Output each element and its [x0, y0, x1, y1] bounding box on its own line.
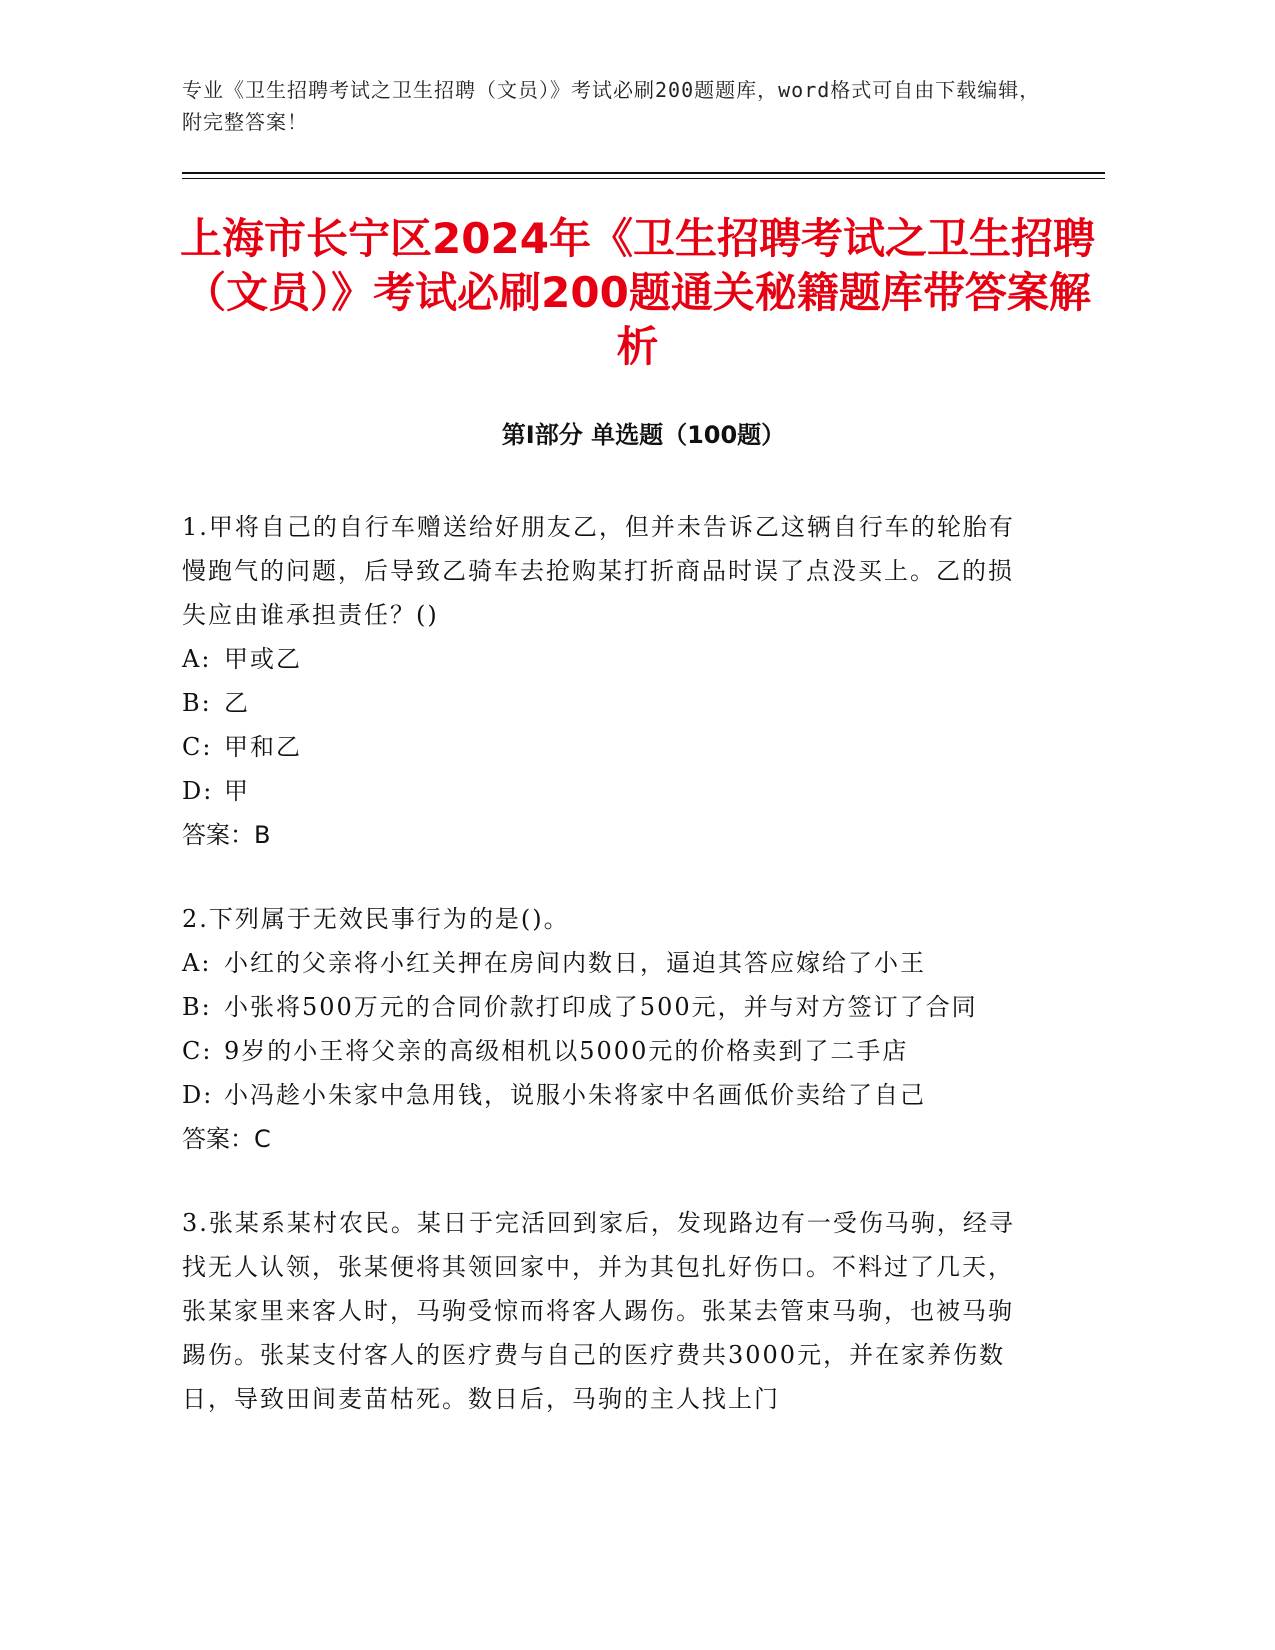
option-key: A:: [182, 949, 212, 977]
option-key: A:: [182, 645, 212, 673]
option-text: 小红的父亲将小红关押在房间内数日，逼迫其答应嫁给了小王: [224, 949, 926, 977]
option-a: [182, 941, 1032, 985]
option-d: [182, 769, 1032, 813]
option-text: 甲: [224, 777, 250, 805]
option-text: 小张将500万元的合同价款打印成了500元，并与对方签订了合同: [224, 993, 978, 1021]
option-key: B:: [182, 993, 212, 1021]
option-key: D:: [182, 1081, 214, 1109]
option-key: B:: [182, 689, 212, 717]
document-title: 上海市长宁区2024年《卫生招聘考试之卫生招聘（文员）》考试必刷200题通关秘籍题库带答案解析: [180, 214, 1095, 371]
option-text: 小冯趁小朱家中急用钱，说服小朱将家中名画低价卖给了自己: [224, 1081, 926, 1109]
question-list: [182, 505, 1032, 1461]
answer-line: 答案：B: [182, 821, 271, 849]
answer-line: 答案：C: [182, 1125, 271, 1153]
header-divider-thick: [182, 172, 1105, 174]
header-note: 专业《卫生招聘考试之卫生招聘（文员）》考试必刷200题题库，word格式可自由下载编辑，附完整答案！: [182, 78, 1041, 134]
option-text: 甲或乙: [224, 645, 302, 673]
question-3: [182, 1201, 1032, 1421]
question-1: [182, 505, 1032, 857]
question-text: 2.下列属于无效民事行为的是()。: [182, 905, 570, 933]
question-text: 3.张某系某村农民。某日于完活回到家后，发现路边有一受伤马驹，经寻找无人认领，张某便将其领回家中，并为其包扎好伤口。不料过了几天，张某家里来客人时，马驹受惊而将客人踢伤。张某去管束马驹，也被马驹踢伤。张某支付客人的医疗费与自己的医疗费共3000元，并在家养伤数日，导致田间麦苗枯死。数日后，马驹的主人找上门: [182, 1209, 1015, 1413]
option-key: C:: [182, 1037, 213, 1065]
option-d: [182, 1073, 1032, 1117]
section-heading: 第I部分 单选题（100题）: [501, 421, 786, 449]
header-divider-thin: [182, 178, 1105, 179]
option-b: [182, 681, 1032, 725]
option-c: [182, 725, 1032, 769]
question-text: 1.甲将自己的自行车赠送给好朋友乙，但并未告诉乙这辆自行车的轮胎有慢跑气的问题，后导致乙骑车去抢购某打折商品时误了点没买上。乙的损失应由谁承担责任？(): [182, 513, 1015, 629]
option-a: [182, 637, 1032, 681]
question-2: [182, 897, 1032, 1161]
option-c: [182, 1029, 1032, 1073]
option-text: 乙: [224, 689, 250, 717]
option-text: 甲和乙: [224, 733, 302, 761]
option-b: [182, 985, 1032, 1029]
option-key: C:: [182, 733, 213, 761]
option-key: D:: [182, 777, 214, 805]
option-text: 9岁的小王将父亲的高级相机以5000元的价格卖到了二手店: [224, 1037, 909, 1065]
